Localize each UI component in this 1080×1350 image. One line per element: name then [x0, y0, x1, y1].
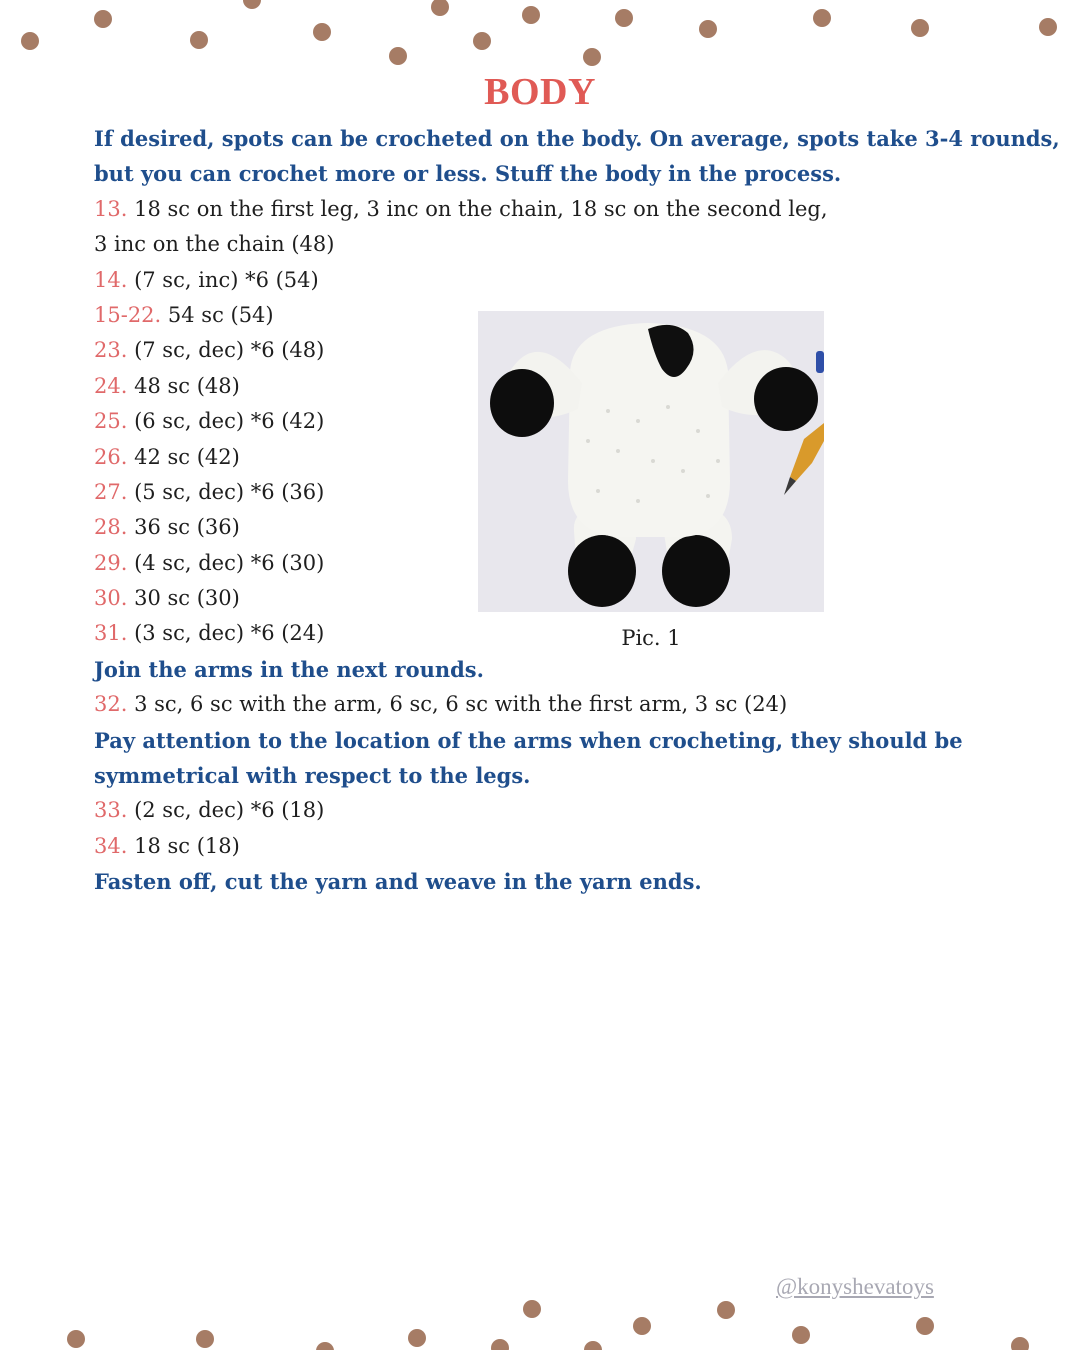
- step-text: (2 sc, dec) *6 (18): [127, 798, 325, 823]
- note-fasten-off: Fasten off, cut the yarn and weave in the yarn ends.: [94, 869, 702, 895]
- step-number: 26.: [94, 444, 128, 469]
- step-number: 33.: [94, 798, 128, 823]
- step-text: 36 sc (36): [127, 515, 240, 540]
- step-number: 27.: [94, 479, 128, 504]
- step-number: 34.: [94, 833, 128, 858]
- step-number: 25.: [94, 409, 128, 434]
- step-row: [94, 263, 974, 298]
- step-text: 42 sc (42): [127, 444, 240, 469]
- step-text: (6 sc, dec) *6 (42): [127, 409, 325, 434]
- intro-line-2: but you can crochet more or less. Stuff the body in the process.: [94, 161, 842, 187]
- photo-caption: Pic. 1: [621, 626, 681, 650]
- step-number: 13.: [94, 196, 128, 221]
- step-number: 14.: [94, 267, 128, 292]
- step-number: 24.: [94, 373, 128, 398]
- step-row: [94, 687, 974, 722]
- step-row: [94, 793, 974, 828]
- step-text: 30 sc (30): [127, 586, 240, 611]
- note-join-arms: Join the arms in the next rounds.: [94, 656, 484, 682]
- step-text: (7 sc, dec) *6 (48): [127, 338, 325, 363]
- step-row: [94, 227, 974, 262]
- note-attention-line-1: Pay attention to the location of the arms when crocheting, they should be: [94, 727, 963, 753]
- step-text: 3 inc on the chain (48): [94, 232, 335, 257]
- step-text: (4 sc, dec) *6 (30): [127, 550, 325, 575]
- page-title: BODY: [484, 71, 596, 113]
- step-number: 28.: [94, 515, 128, 540]
- watermark: @konyshevatoys: [776, 1274, 934, 1299]
- step-row: [94, 192, 974, 227]
- note-attention-line-2: symmetrical with respect to the legs.: [94, 763, 531, 789]
- body-photo: [478, 311, 824, 612]
- step-number: 32.: [94, 692, 128, 717]
- step-text: 54 sc (54): [161, 302, 274, 327]
- step-number: 23.: [94, 338, 128, 363]
- step-text: (5 sc, dec) *6 (36): [127, 479, 325, 504]
- step-number: 29.: [94, 550, 128, 575]
- intro-line-1: If desired, spots can be crocheted on the body. On average, spots take 3-4 rounds,: [94, 126, 1060, 151]
- step-text: (7 sc, inc) *6 (54): [127, 267, 319, 292]
- step-text: 3 sc, 6 sc with the arm, 6 sc, 6 sc with the first arm, 3 sc (24): [127, 692, 788, 717]
- step-row: [94, 829, 974, 864]
- crochet-cow-body-illustration: [478, 311, 824, 612]
- step-text: 18 sc (18): [127, 833, 240, 858]
- step-text: 48 sc (48): [127, 373, 240, 398]
- step-number: 15-22.: [94, 302, 162, 327]
- step-text: (3 sc, dec) *6 (24): [127, 621, 325, 646]
- step-number: 30.: [94, 586, 128, 611]
- step-text: 18 sc on the first leg, 3 inc on the chain, 18 sc on the second leg,: [127, 196, 828, 221]
- step-number: 31.: [94, 621, 128, 646]
